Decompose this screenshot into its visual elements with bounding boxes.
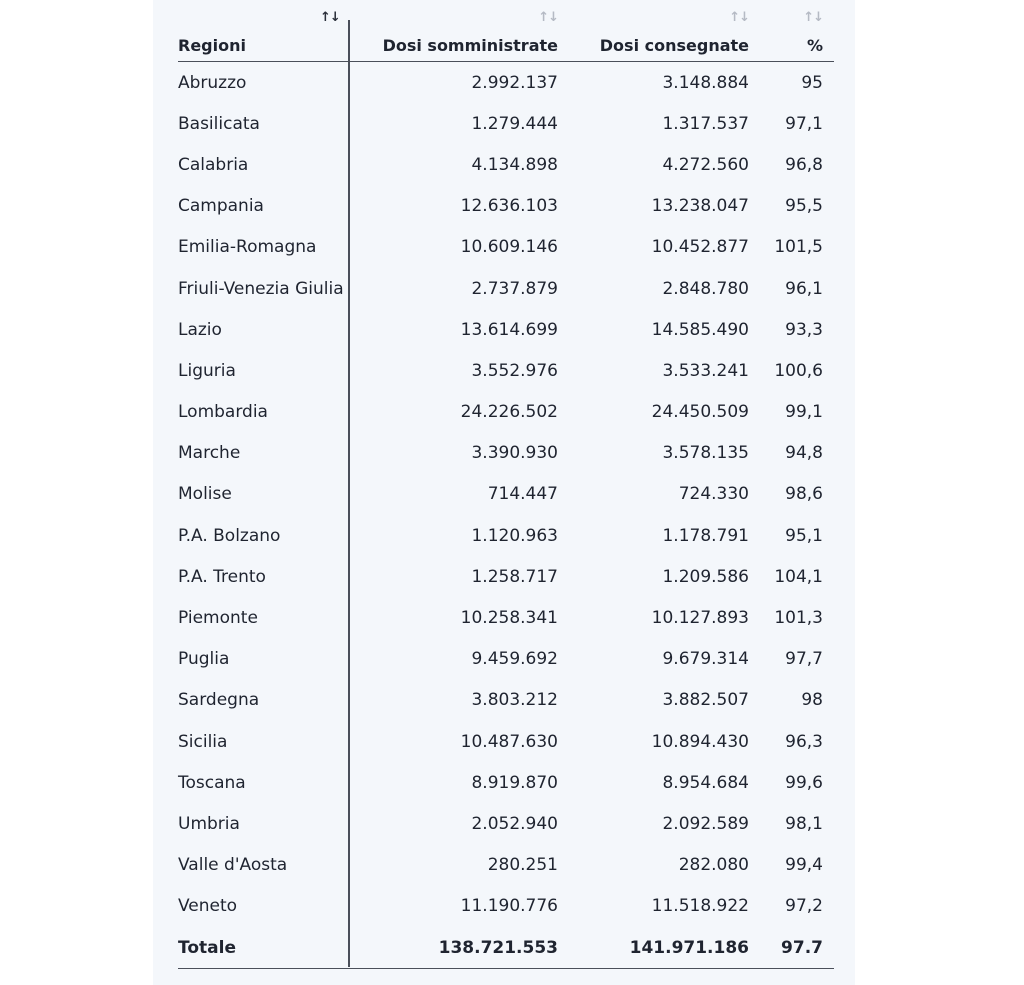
cell-delivered: 3.882.507 xyxy=(662,690,749,711)
cell-region-name: Sicilia xyxy=(178,731,228,752)
cell-delivered: 724.330 xyxy=(678,484,749,505)
cell-administered: 9.459.692 xyxy=(471,649,558,670)
cell-region-name: P.A. Trento xyxy=(178,566,266,587)
cell-delivered: 4.272.560 xyxy=(662,154,749,175)
cell-percent: 104,1 xyxy=(774,566,823,587)
total-region: Totale xyxy=(178,937,236,958)
cell-delivered: 1.317.537 xyxy=(662,113,749,134)
cell-percent: 101,5 xyxy=(774,237,823,258)
cell-region-name: Campania xyxy=(178,196,264,217)
cell-percent: 96,1 xyxy=(785,278,823,299)
table-row xyxy=(178,144,834,185)
cell-administered: 1.120.963 xyxy=(471,525,558,546)
cell-administered: 13.614.699 xyxy=(460,319,558,340)
cell-administered: 714.447 xyxy=(487,484,558,505)
cell-administered: 10.487.630 xyxy=(460,731,558,752)
sort-administered-icon[interactable]: ↑↓ xyxy=(538,10,558,25)
table-row xyxy=(178,433,834,474)
table-row xyxy=(178,597,834,638)
header-delivered-label: Dosi consegnate xyxy=(599,36,749,55)
table-row xyxy=(178,515,834,556)
cell-percent: 97,1 xyxy=(785,113,823,134)
table-row xyxy=(178,309,834,350)
total-row xyxy=(178,927,834,969)
cell-region-name: Sardegna xyxy=(178,690,260,711)
cell-percent: 98 xyxy=(801,690,823,711)
table-body xyxy=(178,62,834,927)
cell-percent: 97,2 xyxy=(785,896,823,917)
table-row xyxy=(178,680,834,721)
total-administered: 138.721.553 xyxy=(438,937,558,958)
cell-region-name: Molise xyxy=(178,484,232,505)
cell-administered: 280.251 xyxy=(487,855,558,876)
cell-administered: 3.390.930 xyxy=(471,443,558,464)
cell-percent: 94,8 xyxy=(785,443,823,464)
cell-percent: 101,3 xyxy=(774,608,823,629)
cell-percent: 100,6 xyxy=(774,360,823,381)
table-row xyxy=(178,392,834,433)
cell-delivered: 3.533.241 xyxy=(662,360,749,381)
cell-percent: 95,5 xyxy=(785,196,823,217)
cell-region-name: Toscana xyxy=(178,772,246,793)
cell-region-name: Veneto xyxy=(178,896,238,917)
cell-delivered: 13.238.047 xyxy=(651,196,749,217)
cell-administered: 2.737.879 xyxy=(471,278,558,299)
cell-region-name: Friuli-Venezia Giulia xyxy=(178,278,344,299)
table-row xyxy=(178,227,834,268)
table-row xyxy=(178,762,834,803)
total-delivered: 141.971.186 xyxy=(629,937,749,958)
total-percent: 97.7 xyxy=(781,937,823,958)
cell-delivered: 3.148.884 xyxy=(662,72,749,93)
cell-administered: 11.190.776 xyxy=(460,896,558,917)
cell-region-name: Puglia xyxy=(178,649,230,670)
cell-administered: 2.992.137 xyxy=(471,72,558,93)
cell-region-name: Piemonte xyxy=(178,608,258,629)
cell-delivered: 10.894.430 xyxy=(651,731,749,752)
cell-percent: 95,1 xyxy=(785,525,823,546)
table-row xyxy=(178,845,834,886)
cell-administered: 12.636.103 xyxy=(460,196,558,217)
header-delivered[interactable] xyxy=(558,10,749,55)
header-percent[interactable] xyxy=(749,10,823,55)
cell-percent: 97,7 xyxy=(785,649,823,670)
cell-delivered: 2.092.589 xyxy=(662,813,749,834)
table-row xyxy=(178,268,834,309)
cell-administered: 10.258.341 xyxy=(460,608,558,629)
table-row xyxy=(178,721,834,762)
cell-administered: 8.919.870 xyxy=(471,772,558,793)
cell-region-name: P.A. Bolzano xyxy=(178,525,281,546)
cell-administered: 2.052.940 xyxy=(471,813,558,834)
cell-delivered: 14.585.490 xyxy=(651,319,749,340)
table-row xyxy=(178,803,834,844)
cell-region-name: Calabria xyxy=(178,154,249,175)
header-administered[interactable] xyxy=(348,10,558,55)
header-region[interactable] xyxy=(178,10,348,55)
header-region-label: Regioni xyxy=(178,36,246,55)
cell-delivered: 10.452.877 xyxy=(651,237,749,258)
table-row xyxy=(178,639,834,680)
cell-percent: 99,6 xyxy=(785,772,823,793)
cell-region-name: Basilicata xyxy=(178,113,260,134)
cell-delivered: 9.679.314 xyxy=(662,649,749,670)
cell-delivered: 2.848.780 xyxy=(662,278,749,299)
cell-administered: 3.803.212 xyxy=(471,690,558,711)
cell-percent: 96,3 xyxy=(785,731,823,752)
cell-delivered: 8.954.684 xyxy=(662,772,749,793)
table-row xyxy=(178,186,834,227)
table-header xyxy=(178,12,834,62)
cell-delivered: 1.178.791 xyxy=(662,525,749,546)
cell-administered: 1.258.717 xyxy=(471,566,558,587)
cell-percent: 99,1 xyxy=(785,402,823,423)
cell-percent: 98,1 xyxy=(785,813,823,834)
cell-percent: 93,3 xyxy=(785,319,823,340)
cell-region-name: Abruzzo xyxy=(178,72,247,93)
cell-delivered: 1.209.586 xyxy=(662,566,749,587)
sort-delivered-icon[interactable]: ↑↓ xyxy=(729,10,749,25)
cell-delivered: 10.127.893 xyxy=(651,608,749,629)
table-row xyxy=(178,350,834,391)
cell-delivered: 24.450.509 xyxy=(651,402,749,423)
vaccine-doses-table xyxy=(178,12,834,969)
cell-region-name: Valle d'Aosta xyxy=(178,855,288,876)
cell-delivered: 282.080 xyxy=(678,855,749,876)
cell-administered: 24.226.502 xyxy=(460,402,558,423)
header-administered-label: Dosi somministrate xyxy=(382,36,558,55)
table-row xyxy=(178,62,834,103)
cell-percent: 99,4 xyxy=(785,855,823,876)
sort-region-icon[interactable]: ↑↓ xyxy=(320,10,340,25)
table-row xyxy=(178,474,834,515)
cell-region-name: Umbria xyxy=(178,813,240,834)
cell-percent: 96,8 xyxy=(785,154,823,175)
cell-administered: 3.552.976 xyxy=(471,360,558,381)
cell-region-name: Emilia-Romagna xyxy=(178,237,317,258)
cell-percent: 95 xyxy=(801,72,823,93)
cell-region-name: Lombardia xyxy=(178,402,268,423)
table-row xyxy=(178,886,834,927)
table-panel xyxy=(153,0,855,985)
cell-administered: 1.279.444 xyxy=(471,113,558,134)
cell-administered: 4.134.898 xyxy=(471,154,558,175)
cell-percent: 98,6 xyxy=(785,484,823,505)
cell-delivered: 11.518.922 xyxy=(651,896,749,917)
cell-delivered: 3.578.135 xyxy=(662,443,749,464)
cell-administered: 10.609.146 xyxy=(460,237,558,258)
table-row xyxy=(178,556,834,597)
cell-region-name: Marche xyxy=(178,443,241,464)
table-row xyxy=(178,103,834,144)
cell-region-name: Liguria xyxy=(178,360,236,381)
cell-region-name: Lazio xyxy=(178,319,222,340)
header-percent-label: % xyxy=(806,36,823,55)
sort-percent-icon[interactable]: ↑↓ xyxy=(803,10,823,25)
